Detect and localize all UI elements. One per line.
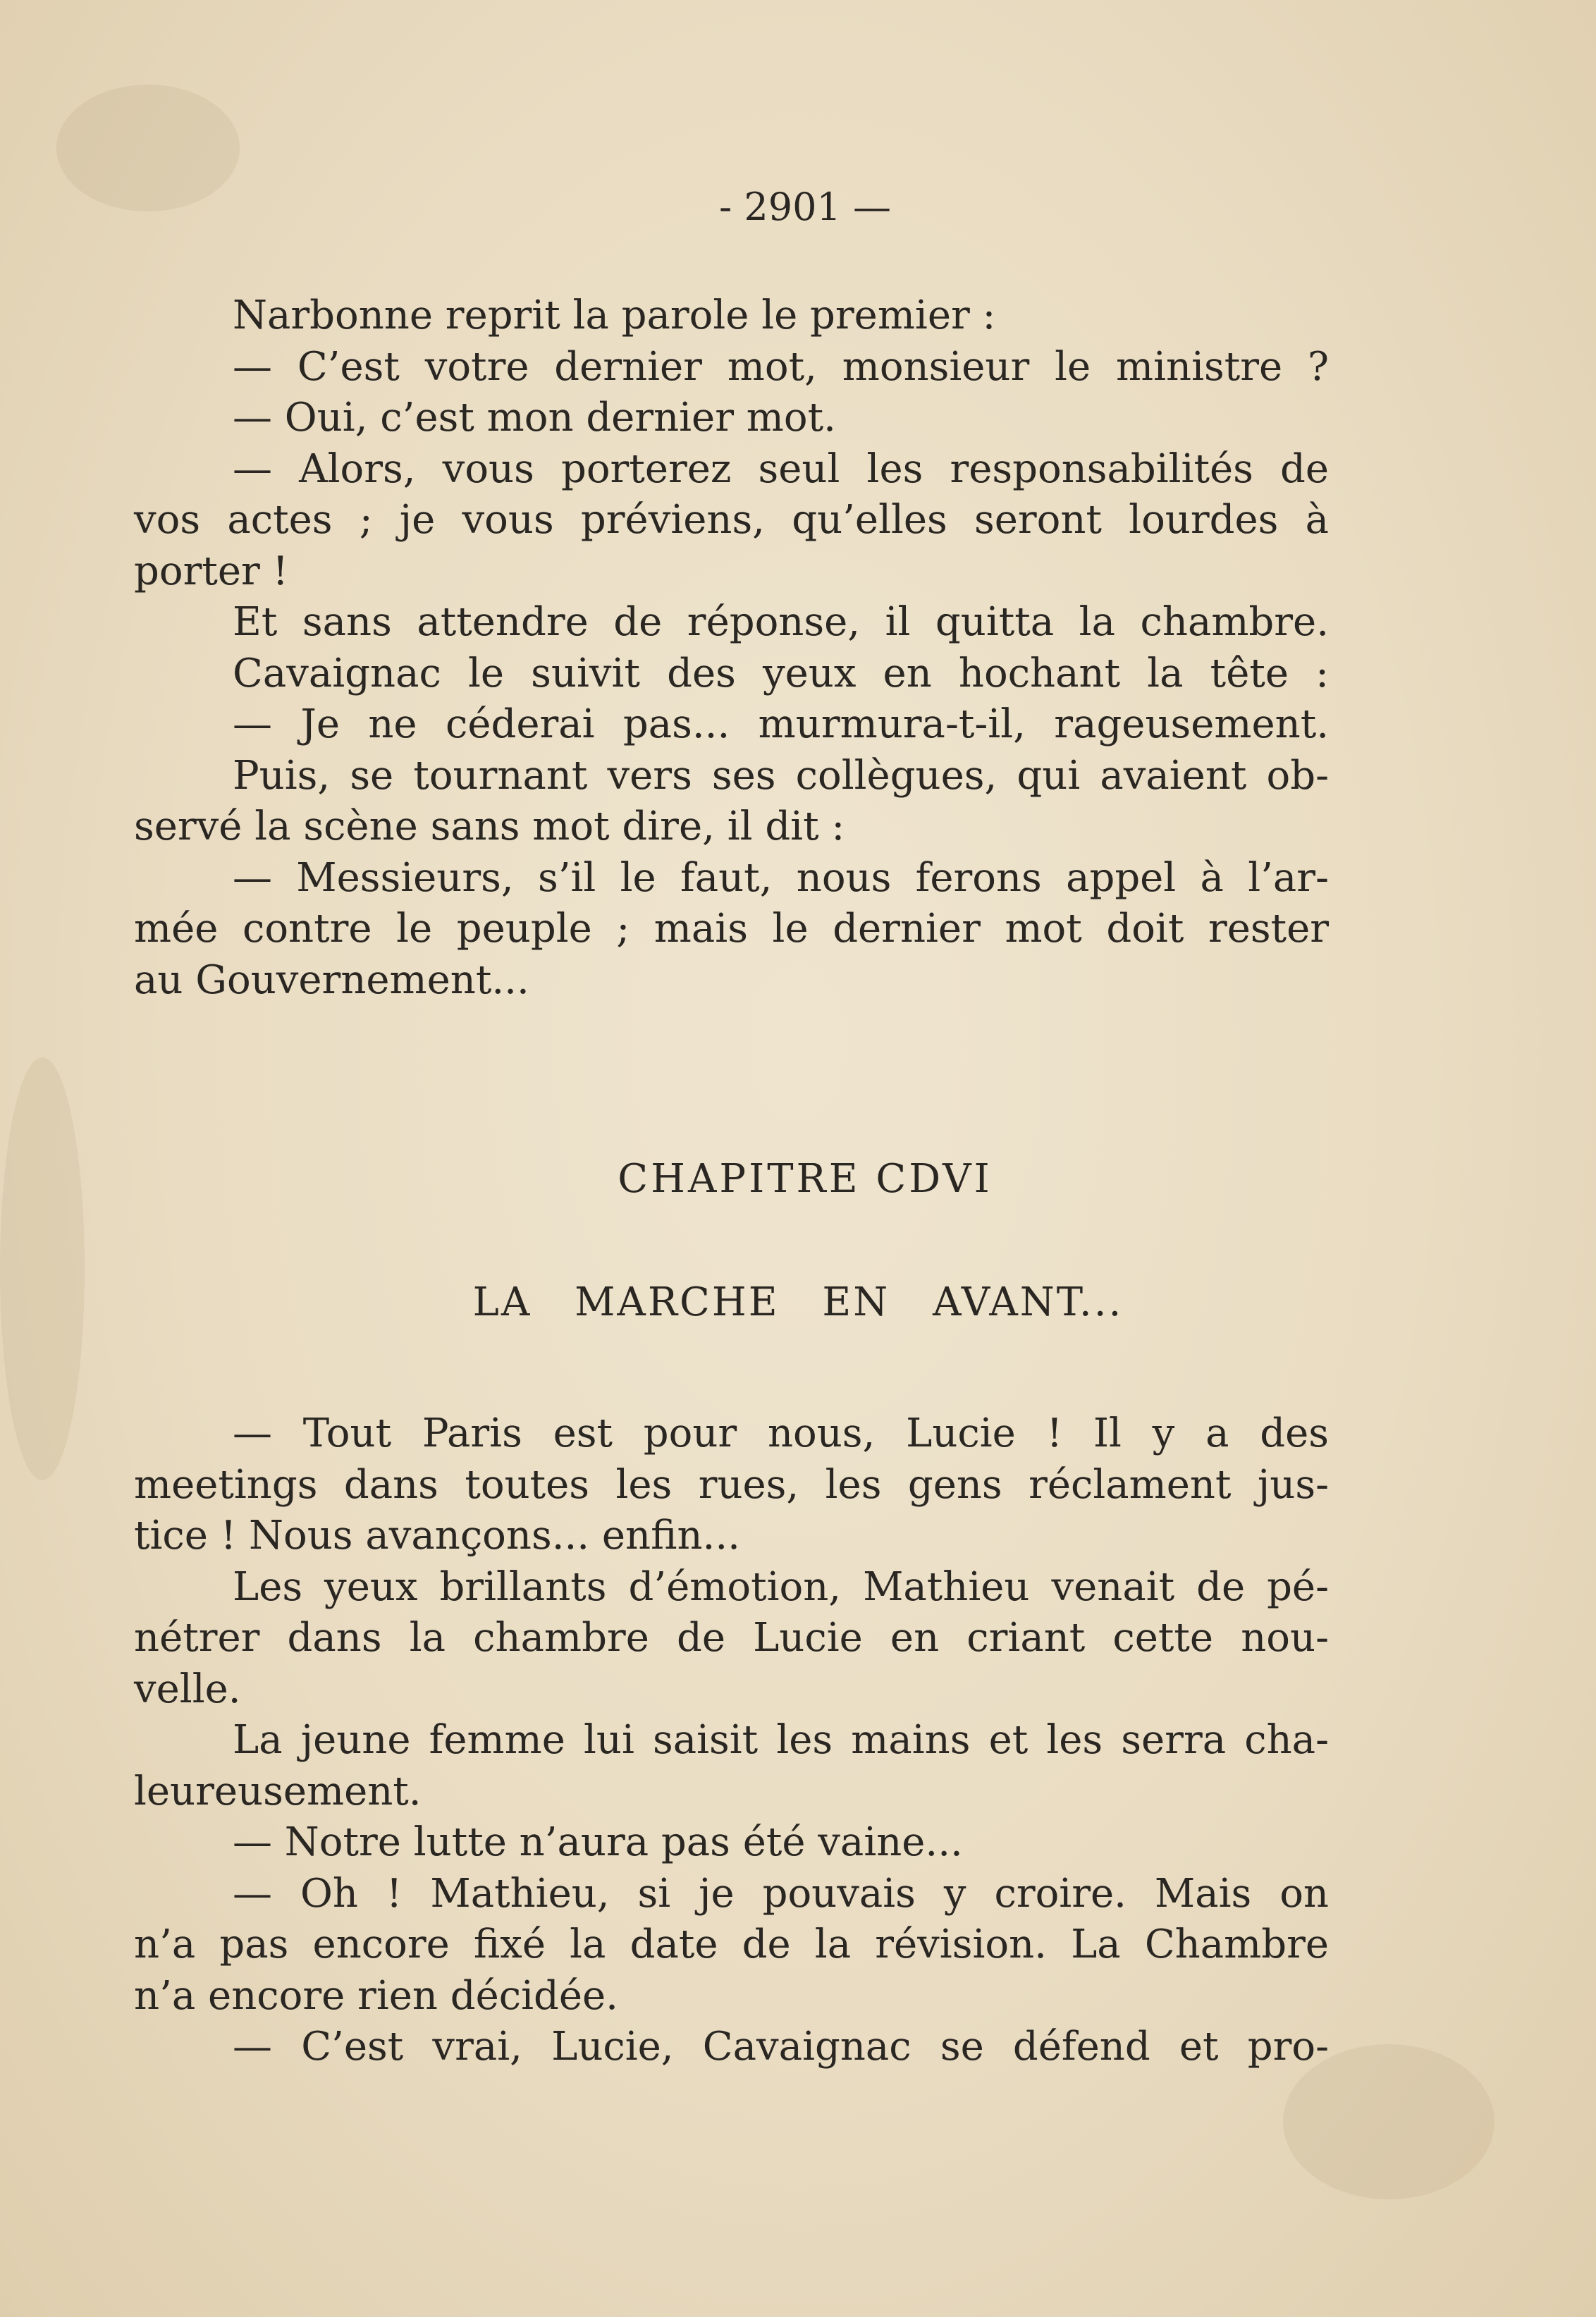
text-line: leureusement. (134, 1768, 422, 1814)
text-line: La jeune femme lui saisit les mains et les serra cha- (233, 1717, 1329, 1763)
chapter-title: LA MARCHE EN AVANT... (472, 1279, 1124, 1325)
text-line: porter ! (134, 548, 289, 594)
text-line: — C’est vrai, Lucie, Cavaignac se défend et pro- (233, 2024, 1329, 2070)
text-line: meetings dans toutes les rues, les gens réclament jus- (134, 1461, 1329, 1508)
page-number: - 2901 — (718, 185, 891, 229)
text-line: au Gouvernement... (134, 957, 529, 1003)
text-line: — Tout Paris est pour nous, Lucie ! Il y a des (233, 1411, 1329, 1456)
text-line: mée contre le peuple ; mais le dernier mot doit rester (134, 906, 1329, 952)
text-line: n’a pas encore fixé la date de la révision. La Chambre (134, 1922, 1329, 1967)
text-line: n’a encore rien décidée. (134, 1972, 618, 2019)
text-before-chapter (134, 290, 1329, 1006)
text-line: Cavaignac le suivit des yeux en hochant la tête : (233, 650, 1329, 696)
text-line: — C’est votre dernier mot, monsieur le ministre ? (233, 343, 1329, 390)
text-line: tice ! Nous avançons... enfin... (134, 1513, 740, 1559)
text-line: nétrer dans la chambre de Lucie en criant cette nou- (134, 1615, 1329, 1661)
text-line: — Messieurs, s’il le faut, nous ferons appel à l’ar- (233, 854, 1329, 901)
text-line: Et sans attendre de réponse, il quitta la chambre. (233, 599, 1329, 645)
text-line: — Oui, c’est mon dernier mot. (233, 395, 836, 441)
text-line: Les yeux brillants d’émotion, Mathieu venait de pé- (233, 1563, 1329, 1610)
chapter-number: CHAPITRE CDVI (618, 1156, 993, 1202)
text-line: vos actes ; je vous préviens, qu’elles seront lourdes à (134, 497, 1329, 543)
text-line: — Alors, vous porterez seul les responsabilités de (233, 445, 1329, 492)
text-line: — Je ne céderai pas... murmura-t-il, rageusement. (233, 701, 1329, 747)
paper-stain (0, 1057, 85, 1480)
text-line: Narbonne reprit la parole le premier : (233, 293, 996, 338)
text-line: — Oh ! Mathieu, si je pouvais y croire. Mais on (233, 1870, 1329, 1917)
text-line: — Notre lutte n’aura pas été vaine... (233, 1819, 963, 1865)
text-line: Puis, se tournant vers ses collègues, qui avaient ob- (233, 752, 1329, 799)
text-line: servé la scène sans mot dire, il dit : (134, 804, 845, 849)
text-line: velle. (134, 1666, 241, 1712)
text-after-chapter (134, 1408, 1329, 2073)
